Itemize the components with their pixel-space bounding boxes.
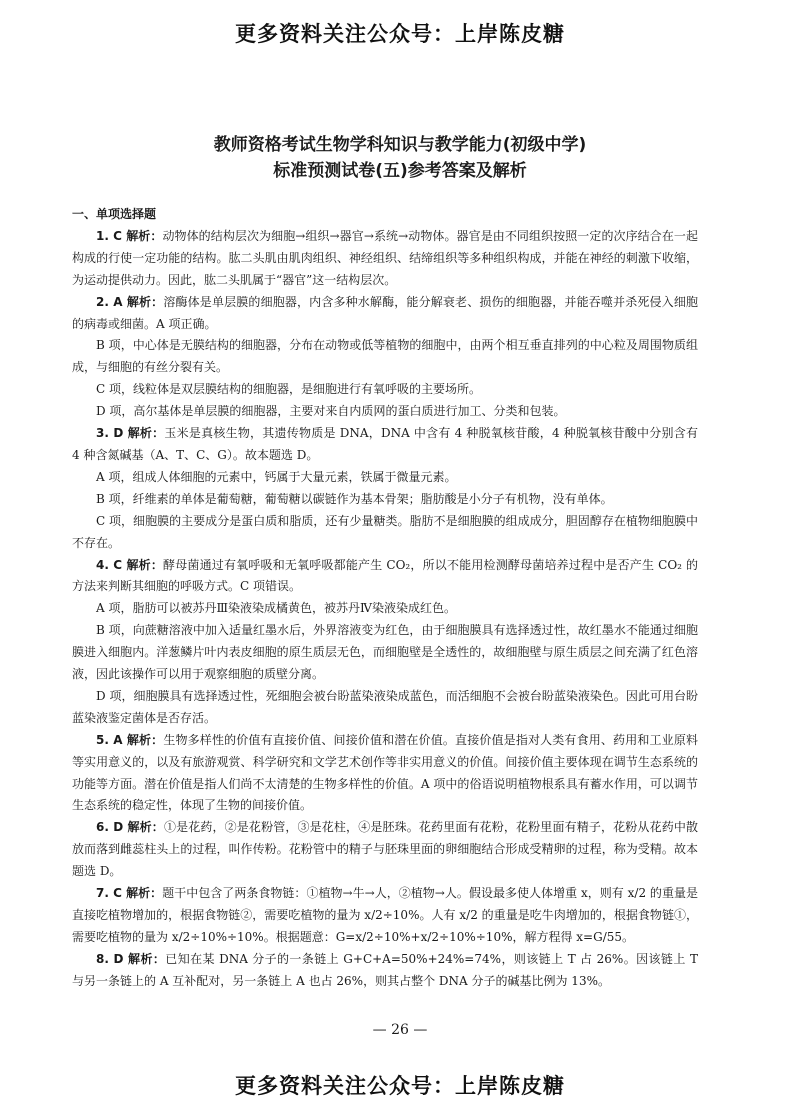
bottom-banner: 更多资料关注公众号：上岸陈皮糖 xyxy=(235,1074,565,1098)
answer-paragraph xyxy=(72,423,698,467)
answer-text: A 项，脂肪可以被苏丹Ⅲ染液染成橘黄色，被苏丹Ⅳ染液染成红色。 xyxy=(96,601,457,616)
top-banner: 更多资料关注公众号：上岸陈皮糖 xyxy=(235,22,565,46)
answer-list xyxy=(72,226,698,993)
answer-label: 8. D 解析： xyxy=(96,951,166,966)
answer-label: 2. A 解析： xyxy=(96,294,164,309)
answer-text: C 项，细胞膜的主要成分是蛋白质和脂质，还有少量糖类。脂肪不是细胞膜的组成成分，胆固醇存在植物细胞膜中不存在。 xyxy=(72,513,698,550)
answer-text: 生物多样性的价值有直接价值、间接价值和潜在价值。直接价值是指对人类有食用、药用和工业原料等实用意义的，以及有旅游观赏、科学研究和文学艺术创作等非实用意义的价值。间接价值主要体现在调节生态系统的功能等方面。潜在价值是指人们尚不太清楚的生物多样性的价值。A 项中的俗语说明植物根系具有蓄水作用，可以调节生态系统的稳定性，体现了生物的间接价值。 xyxy=(72,732,698,813)
answer-text: 酵母菌通过有氧呼吸和无氧呼吸都能产生 CO₂，所以不能用检测酵母菌培养过程中是否产生 CO₂ 的方法来判断其细胞的呼吸方式。C 项错误。 xyxy=(72,557,698,594)
answer-paragraph xyxy=(72,226,698,292)
answer-paragraph xyxy=(72,335,698,379)
answer-paragraph xyxy=(72,555,698,599)
answer-text: ①是花药，②是花粉管，③是花柱，④是胚珠。花药里面有花粉，花粉里面有精子，花粉从花药中散放而落到雌蕊柱头上的过程，叫作传粉。花粉管中的精子与胚珠里面的卵细胞结合形成受精卵的过程，称为受精。故本题选 D。 xyxy=(72,820,698,879)
answer-label: 5. A 解析： xyxy=(96,732,164,747)
answer-text: C 项，线粒体是双层膜结构的细胞器，是细胞进行有氧呼吸的主要场所。 xyxy=(96,382,481,397)
answer-paragraph xyxy=(72,511,698,555)
answer-text: 题干中包含了两条食物链：①植物→牛→人，②植物→人。假设最多使人体增重 x，则有 x/2 的重量是直接吃植物增加的，根据食物链②，需要吃植物的量为 x/2÷10%。人有 x/2 的重量是吃牛肉增加的，根据食物链①，需要吃植物的量为 x/2÷10%÷10%。根据题意：G=x/2÷10%+x/2÷10%÷10%，解方程得 x=G/55。 xyxy=(72,886,698,944)
answer-text: B 项，纤维素的单体是葡萄糖，葡萄糖以碳链作为基本骨架；脂肪酸是小分子有机物，没有单体。 xyxy=(96,491,613,506)
answer-text: 溶酶体是单层膜的细胞器，内含多种水解酶，能分解衰老、损伤的细胞器，并能吞噬并杀死侵入细胞的病毒或细菌。A 项正确。 xyxy=(72,294,698,331)
answer-paragraph xyxy=(72,292,698,336)
answer-text: D 项，细胞膜具有选择透过性，死细胞会被台盼蓝染液染成蓝色，而活细胞不会被台盼蓝染液染色。因此可用台盼蓝染液鉴定菌体是否存活。 xyxy=(72,688,698,725)
answer-body xyxy=(72,204,698,993)
answer-text: B 项，向蔗糖溶液中加入适量红墨水后，外界溶液变为红色，由于细胞膜具有选择透过性，故红墨水不能通过细胞膜进入细胞内。洋葱鳞片叶内表皮细胞的原生质层无色，而细胞壁是全透性的，故细胞壁与原生质层之间充满了红色溶液，因此该操作可以用于观察细胞的质壁分离。 xyxy=(72,623,698,682)
answer-text: 已知在某 DNA 分子的一条链上 G+C+A=50%+24%=74%，则该链上 T 占 26%。因该链上 T 与另一条链上的 A 互补配对，另一条链上 A 也占 26%，则其占整个 DNA 分子的碱基比例为 13%。 xyxy=(72,951,698,988)
answer-text: 动物体的结构层次为细胞→组织→器官→系统→动物体。器官是由不同组织按照一定的次序结合在一起构成的行使一定功能的结构。肱二头肌由肌肉组织、神经组织、结缔组织等多种组织构成，并能在神经的刺激下收缩，为运动提供动力。因此，肱二头肌属于“器官”这一结构层次。 xyxy=(72,228,698,287)
answer-text: B 项，中心体是无膜结构的细胞器，分布在动物或低等植物的细胞中，由两个相互垂直排列的中心粒及周围物质组成，与细胞的有丝分裂有关。 xyxy=(72,338,698,375)
section-heading: 一、单项选择题 xyxy=(72,207,157,221)
answer-paragraph xyxy=(72,883,698,949)
answer-paragraph xyxy=(72,467,698,489)
answer-paragraph xyxy=(72,620,698,686)
answer-paragraph xyxy=(72,730,698,818)
answer-paragraph xyxy=(72,379,698,401)
page-title-line2: 标准预测试卷(五)参考答案及解析 xyxy=(273,161,527,181)
answer-label: 4. C 解析： xyxy=(96,557,164,572)
answer-paragraph xyxy=(72,401,698,423)
answer-label: 1. C 解析： xyxy=(96,228,163,243)
answer-paragraph xyxy=(72,686,698,730)
answer-text: D 项，高尔基体是单层膜的细胞器，主要对来自内质网的蛋白质进行加工、分类和包装。 xyxy=(96,404,566,419)
answer-paragraph xyxy=(72,949,698,993)
page-title-line1: 教师资格考试生物学科知识与教学能力(初级中学) xyxy=(213,135,587,155)
answer-paragraph xyxy=(72,598,698,620)
answer-paragraph xyxy=(72,489,698,511)
answer-text: A 项，组成人体细胞的元素中，钙属于大量元素，铁属于微量元素。 xyxy=(96,469,457,484)
answer-text: 玉米是真核生物，其遗传物质是 DNA，DNA 中含有 4 种脱氧核苷酸，4 种脱氧核苷酸中分别含有 4 种含氮碱基（A、T、C、G）。故本题选 D。 xyxy=(72,426,698,462)
answer-label: 7. C 解析： xyxy=(96,886,163,901)
answer-label: 3. D 解析： xyxy=(96,426,165,441)
page-number: — 26 — xyxy=(372,1022,428,1038)
answer-label: 6. D 解析： xyxy=(96,820,164,835)
answer-paragraph xyxy=(72,817,698,883)
